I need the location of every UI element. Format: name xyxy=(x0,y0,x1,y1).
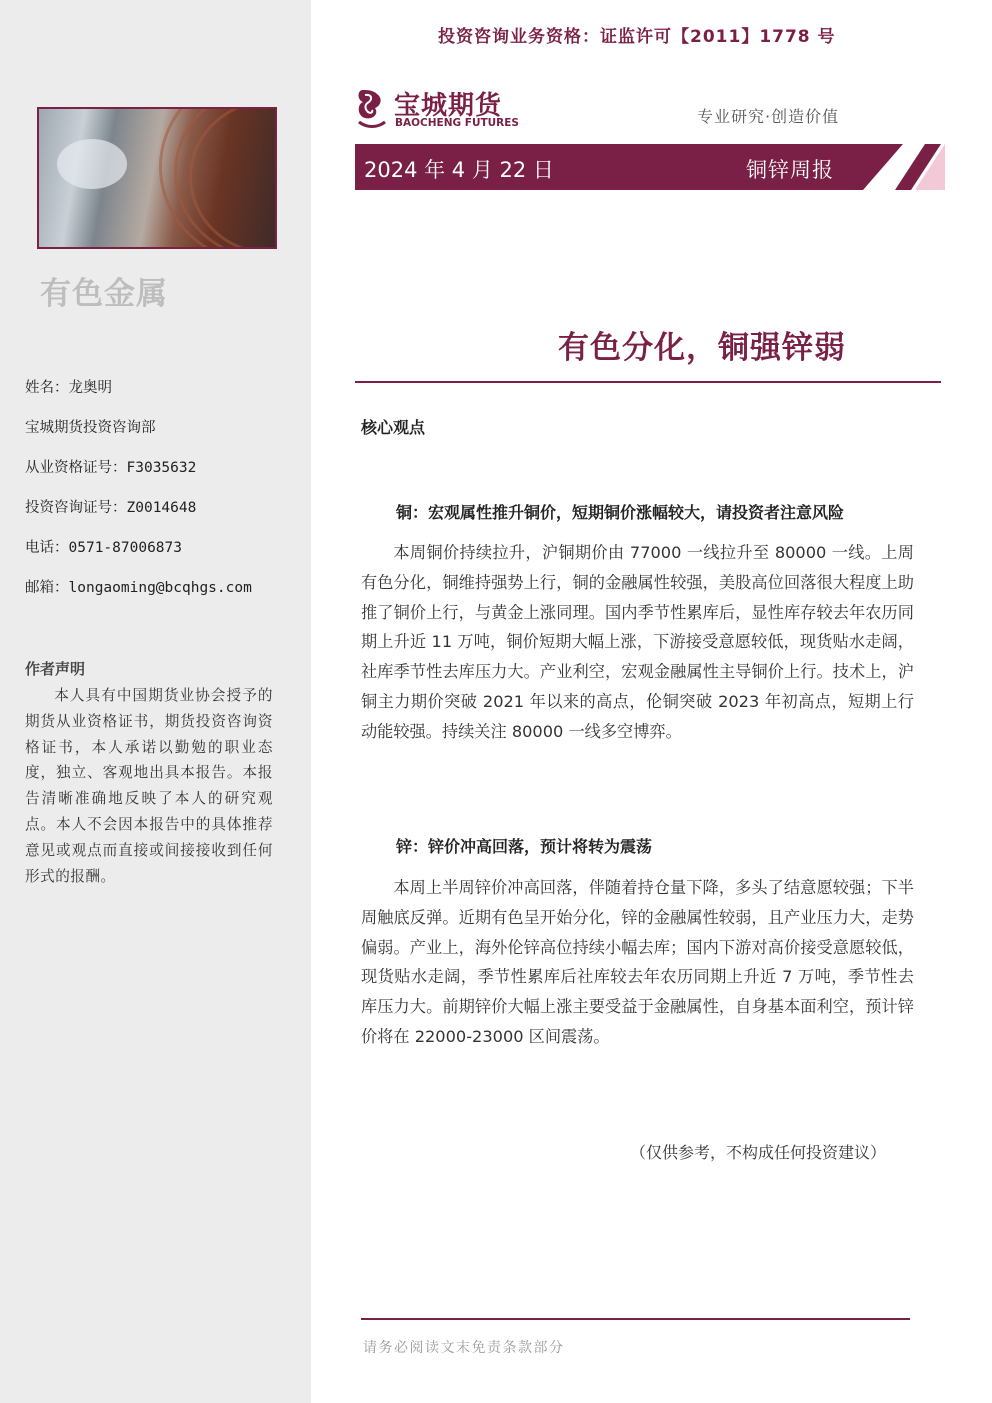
declaration-title: 作者声明 xyxy=(25,660,86,678)
copper-section-title: 铜：宏观属性推升铜价，短期铜价涨幅较大，请投资者注意风险 xyxy=(396,503,845,522)
report-title xyxy=(355,322,941,367)
author-name: 姓名：龙奥明 xyxy=(25,380,112,396)
author-phone: 电话：0571-87006873 xyxy=(25,540,182,556)
footer-note: 请务必阅读文末免责条款部分 xyxy=(363,1340,565,1356)
footer-divider xyxy=(361,1318,910,1320)
slogan: 专业研究·创造价值 xyxy=(697,107,840,126)
zinc-section-title: 锌：锌价冲高回落，预计将转为震荡 xyxy=(396,837,653,856)
zinc-section-body: 本周上半周锌价冲高回落，伴随着持仓量下降，多头了结意愿较强；下半周触底反弹。近期有色呈开始分化，锌的金融属性较弱，且产业压力大，走势偏弱。产业上，海外伦锌高位持续小幅去库；国内下游对高价接受意愿较低，现货贴水走阔，季节性累库后社库较去年农历同期上升近 7 万吨，季节性去库压力大。前期锌价大幅上涨主要受益于金融属性，自身基本面利空，预计锌价将在 22000-23000 区间震荡。 xyxy=(361,878,914,1046)
author-department: 宝城期货投资咨询部 xyxy=(25,420,156,436)
author-consult-cert: 投资咨询证号：Z0014648 xyxy=(25,500,197,516)
report-type: 铜锌周报 xyxy=(746,158,834,182)
author-qualification: 从业资格证号：F3035632 xyxy=(25,460,197,476)
author-info xyxy=(25,378,252,618)
logo-icon xyxy=(355,86,389,130)
cover-photo xyxy=(37,107,277,249)
disclaimer: （仅供参考，不构成任何投资建议） xyxy=(630,1143,887,1162)
author-email[interactable]: 邮箱：longaoming@bcqhgs.com xyxy=(25,580,252,596)
copper-section-body: 本周铜价持续拉升，沪铜期价由 77000 一线拉升至 80000 一线。上周有色分化，铜维持强势上行，铜的金融属性较强，美股高位回落很大程度上助推了铜价上行，与黄金上涨同理。国内季节性累库后，显性库存较去年农历同期上升近 11 万吨，铜价短期大幅上涨，下游接受意愿较低，现货贴水走阔，社库季节性去库压力大。产业利空，宏观金融属性主导铜价上行。技术上，沪铜主力期价突破 2021 年以来的高点，伦铜突破 2023 年初高点，短期上行动能较强。持续关注 80000 一线多空博弈。 xyxy=(361,543,914,741)
declaration-body: 本人具有中国期货业协会授予的期货从业资格证书，期货投资咨询资格证书，本人承诺以勤勉的职业态度，独立、客观地出具本报告。本报告清晰准确地反映了本人的研究观点。本人不会因本报告中的具体推荐意见或观点而直接或间接接收到任何形式的报酬。 xyxy=(25,687,273,885)
logo-chinese: 宝城期货 xyxy=(394,91,503,121)
report-title-text: 有色分化，铜强锌弱 xyxy=(558,330,846,366)
core-heading: 核心观点 xyxy=(361,418,426,437)
report-date: 2024 年 4 月 22 日 xyxy=(364,158,554,182)
sector-label: 有色金属 xyxy=(40,276,168,312)
title-divider xyxy=(355,381,941,383)
logo-english: BAOCHENG FUTURES xyxy=(395,117,519,129)
license-line: 投资咨询业务资格：证监许可【2011】1778 号 xyxy=(438,27,836,47)
